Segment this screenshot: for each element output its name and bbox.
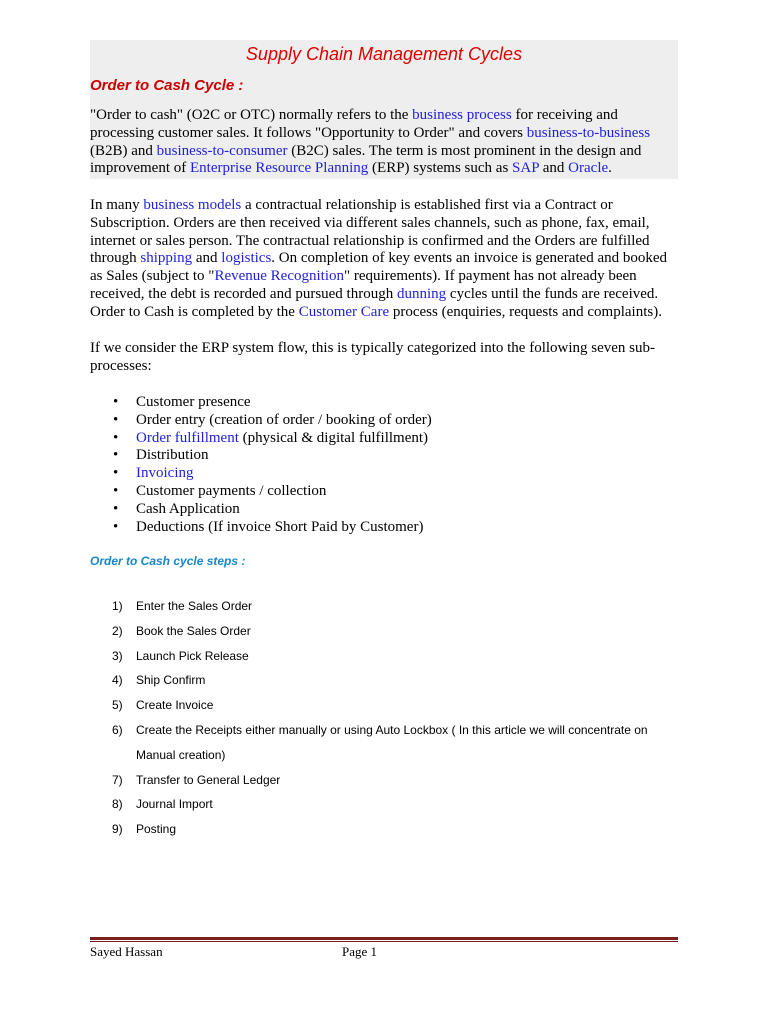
link-revenue-recognition[interactable]: Revenue Recognition — [214, 268, 344, 285]
link-business-to-consumer[interactable]: business-to-consumer — [156, 142, 288, 159]
step-item — [90, 768, 690, 793]
list-item-text: (physical & digital fulfillment) — [238, 429, 429, 446]
text: a contractual relationship is established first via a Contract or Subscription. Orders are then received via different sales channels, such as phone, fax, email, internet or sales person. The contractual relationship is confirmed and the Orders are fulfilled through — [90, 197, 650, 267]
list-item — [90, 501, 432, 519]
step-number: 5) — [112, 698, 123, 713]
list-item-text: Deductions (If invoice Short Paid by Customer) — [136, 518, 424, 535]
link-invoicing[interactable]: Invoicing — [136, 465, 194, 482]
step-text: Launch Pick Release — [136, 648, 249, 663]
text: . — [608, 160, 612, 177]
intro-paragraph — [90, 107, 680, 178]
text: and — [192, 250, 222, 267]
text: In many — [90, 197, 144, 213]
text: cycles until the funds are received. Order to Cash is completed by the — [90, 285, 659, 320]
list-item — [90, 430, 432, 448]
subprocess-list — [90, 394, 432, 536]
text: and — [539, 160, 569, 177]
step-text: Create Invoice — [136, 698, 214, 713]
link-business-process[interactable]: business process — [412, 107, 512, 123]
list-item — [90, 447, 432, 465]
text: " requirements). If payment has not already been received, the debt is recorded and pursued through — [90, 268, 637, 302]
list-item — [90, 394, 432, 412]
text: (B2B) and — [90, 142, 157, 159]
text: (B2C) sales. The term is most prominent in the design and improvement of — [90, 142, 642, 177]
link-oracle[interactable]: Oracle — [568, 160, 609, 177]
business-models-paragraph — [90, 197, 680, 322]
step-number: 9) — [112, 822, 123, 837]
list-item-text: Customer presence — [136, 394, 251, 410]
footer-author: Sayed Hassan — [90, 944, 163, 959]
link-erp[interactable]: Enterprise Resource Planning — [189, 160, 369, 177]
list-item-text: Cash Application — [136, 500, 240, 517]
step-item — [90, 693, 690, 718]
step-item — [90, 668, 690, 693]
step-item — [90, 817, 690, 842]
link-shipping[interactable]: shipping — [140, 250, 193, 267]
link-business-to-business[interactable]: business-to-business — [526, 124, 651, 141]
section-heading: Order to Cash Cycle : — [90, 77, 244, 94]
link-order-fulfillment[interactable]: Order fulfillment — [136, 429, 239, 446]
list-item — [90, 465, 432, 483]
step-item — [90, 594, 690, 619]
text: . On completion of key events an invoice is generated and booked as Sales (subject to " — [90, 250, 668, 285]
step-number: 7) — [112, 772, 123, 787]
text: "Order to cash" (O2C or OTC) normally refers to the — [90, 107, 413, 123]
step-item — [90, 792, 690, 817]
steps-list — [90, 594, 690, 842]
link-dunning[interactable]: dunning — [396, 285, 447, 302]
list-item-text: Customer payments / collection — [136, 482, 327, 499]
list-item — [90, 483, 432, 501]
footer-page-number: Page 1 — [342, 944, 378, 959]
list-item — [90, 412, 432, 430]
step-number: 2) — [112, 623, 123, 638]
step-text: Posting — [136, 822, 177, 837]
step-number: 3) — [112, 648, 123, 663]
step-number: 1) — [112, 599, 123, 613]
step-item — [90, 644, 690, 669]
step-item — [90, 718, 690, 768]
step-number: 4) — [112, 673, 123, 688]
erp-flow-paragraph: If we consider the ERP system flow, this is typically categorized into the following seven sub-processes: — [90, 340, 656, 374]
step-text: Create the Receipts either manually or using Auto Lockbox ( In this article we will concentrate on Manual creation) — [136, 722, 648, 762]
list-item-text: Order entry (creation of order / booking of order) — [136, 411, 432, 428]
step-number: 6) — [112, 722, 123, 737]
text: (ERP) systems such as — [368, 160, 513, 177]
text: for receiving and processing customer sales. It follows "Opportunity to Order" and covers — [90, 107, 618, 141]
document-title: Supply Chain Management Cycles — [245, 44, 523, 64]
step-text: Ship Confirm — [136, 673, 206, 688]
footer-rule-thin — [90, 941, 678, 942]
list-item — [90, 519, 432, 537]
text: process (enquiries, requests and complaints). — [389, 303, 662, 320]
step-text: Journal Import — [136, 797, 213, 812]
link-logistics[interactable]: logistics — [221, 250, 272, 267]
list-item-text: Distribution — [136, 447, 209, 464]
footer-rule-thick — [90, 937, 678, 940]
steps-heading: Order to Cash cycle steps : — [90, 554, 246, 568]
step-text: Enter the Sales Order — [136, 599, 253, 613]
link-customer-care[interactable]: Customer Care — [298, 303, 390, 320]
link-business-models[interactable]: business models — [143, 197, 242, 213]
step-text: Transfer to General Ledger — [136, 772, 281, 787]
step-item — [90, 619, 690, 644]
link-sap[interactable]: SAP — [512, 160, 539, 177]
step-text: Book the Sales Order — [136, 623, 251, 638]
step-number: 8) — [112, 797, 123, 812]
